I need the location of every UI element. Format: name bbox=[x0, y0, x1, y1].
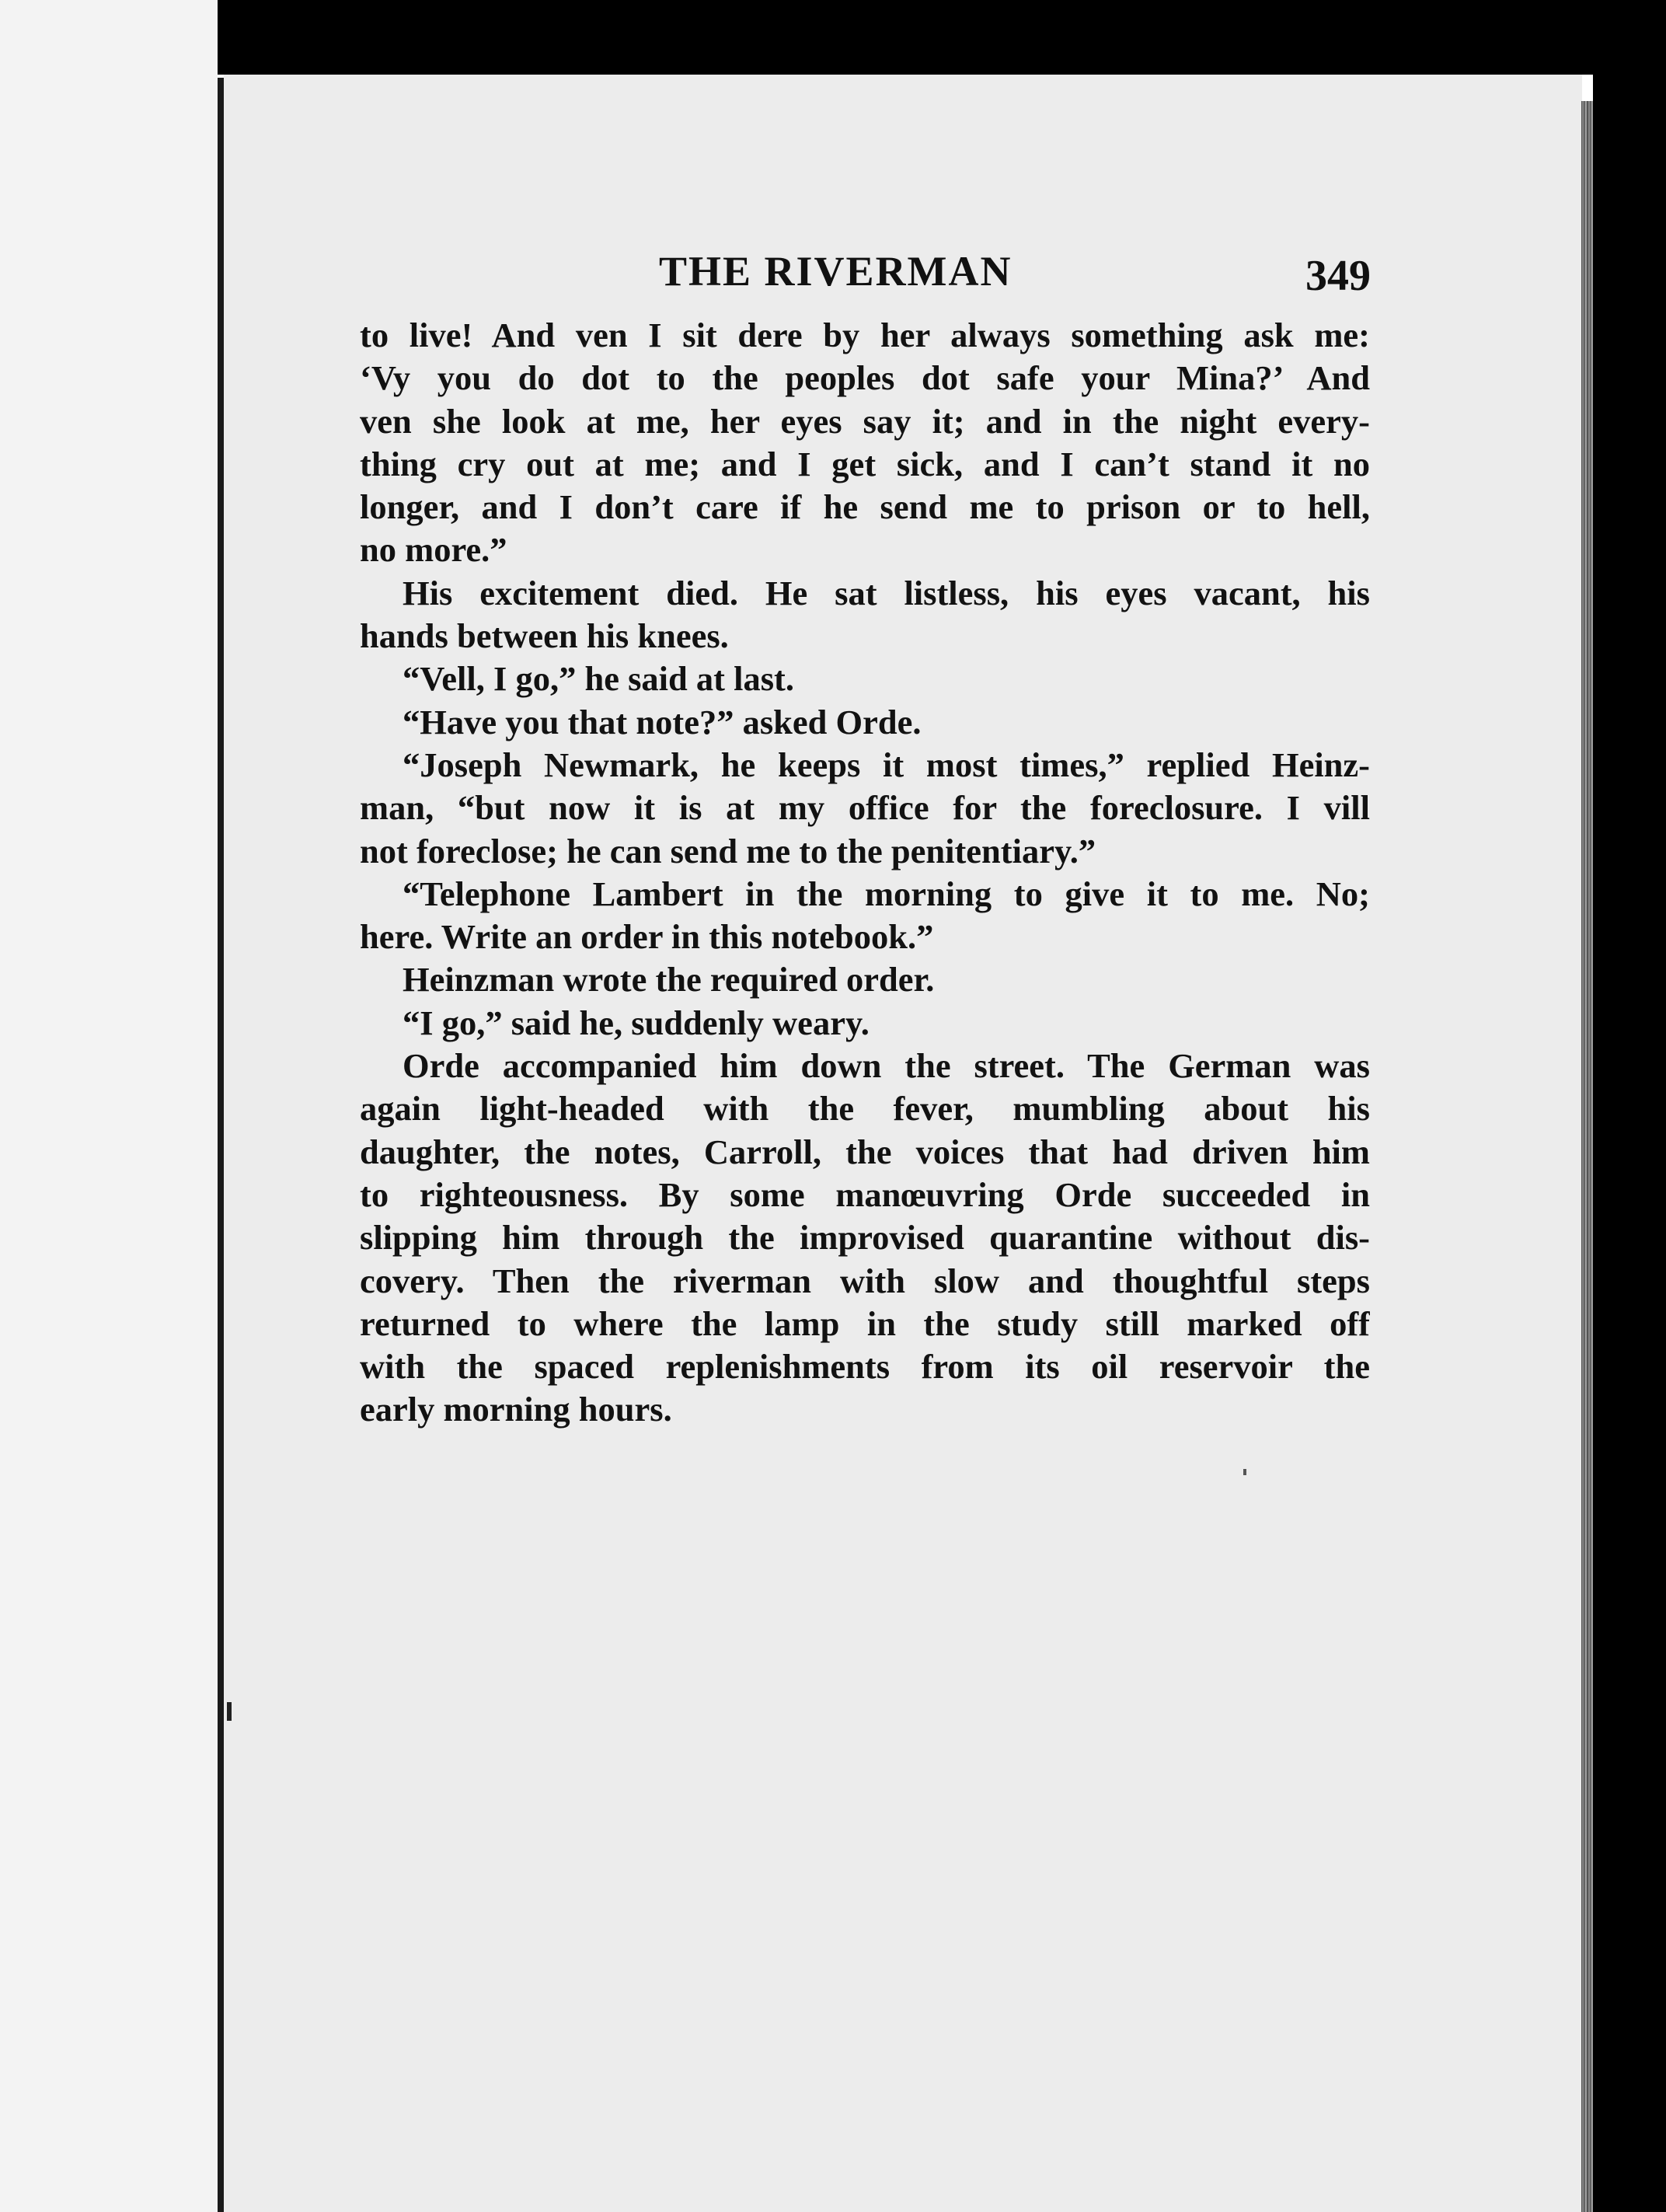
text-line: again light-headed with the fever, mumbling about his bbox=[360, 1089, 1370, 1129]
scan-speck bbox=[1243, 1469, 1246, 1475]
text-line: “Telephone Lambert in the morning to give it to me. No; bbox=[403, 874, 1370, 913]
text-line: ‘Vy you do dot to the peoples dot safe your Mina?’ And bbox=[360, 358, 1370, 398]
book-gutter bbox=[218, 78, 224, 2212]
text-line: here. Write an order in this notebook.” bbox=[360, 917, 934, 957]
running-title: THE RIVERMAN bbox=[659, 248, 1012, 295]
text-line: “Have you that note?” asked Orde. bbox=[403, 702, 922, 741]
text-line: Orde accompanied him down the street. The German was bbox=[403, 1046, 1370, 1086]
text-line: His excitement died. He sat listless, his eyes vacant, his bbox=[403, 573, 1370, 612]
scanner-right-border bbox=[1593, 0, 1666, 2212]
text-line: Heinzman wrote the required order. bbox=[403, 960, 935, 1000]
page-number: 349 bbox=[1305, 252, 1371, 300]
text-line: early morning hours. bbox=[360, 1390, 672, 1429]
text-line: with the spaced replenishments from its oil reservoir the bbox=[360, 1347, 1370, 1387]
margin-mark bbox=[227, 1702, 232, 1721]
text-line: daughter, the notes, Carroll, the voices that had driven him bbox=[360, 1132, 1370, 1171]
running-head bbox=[224, 244, 1582, 298]
body-text bbox=[360, 314, 1370, 1432]
text-line: thing cry out at me; and I get sick, and I can’t stand it no bbox=[360, 444, 1370, 483]
text-line: to live! And ven I sit dere by her always something ask me: bbox=[360, 316, 1370, 354]
text-line: to righteousness. By some manœuvring Orde succeeded in bbox=[360, 1174, 1370, 1214]
facing-page-margin bbox=[0, 0, 218, 2212]
text-line: “I go,” said he, suddenly weary. bbox=[403, 1003, 870, 1042]
text-line: not foreclose; he can send me to the penitentiary.” bbox=[360, 831, 1096, 870]
book-page bbox=[224, 75, 1582, 2212]
text-line: returned to where the lamp in the study still marked off bbox=[360, 1303, 1370, 1343]
text-line: ven she look at me, her eyes say it; and in the night every- bbox=[360, 401, 1370, 441]
text-line: man, “but now it is at my office for the foreclosure. I vill bbox=[360, 788, 1370, 828]
text-line: hands between his knees. bbox=[360, 616, 729, 656]
text-line: slipping him through the improvised quarantine without dis- bbox=[360, 1218, 1370, 1258]
text-line: “Vell, I go,” he said at last. bbox=[403, 659, 794, 699]
scanner-top-border bbox=[0, 0, 1666, 75]
text-line: longer, and I don’t care if he send me to prison or to hell, bbox=[360, 487, 1370, 527]
text-line: no more.” bbox=[360, 530, 507, 570]
text-line: covery. Then the riverman with slow and thoughtful steps bbox=[360, 1261, 1370, 1300]
text-line: “Joseph Newmark, he keeps it most times,” replied Heinz- bbox=[403, 745, 1370, 784]
